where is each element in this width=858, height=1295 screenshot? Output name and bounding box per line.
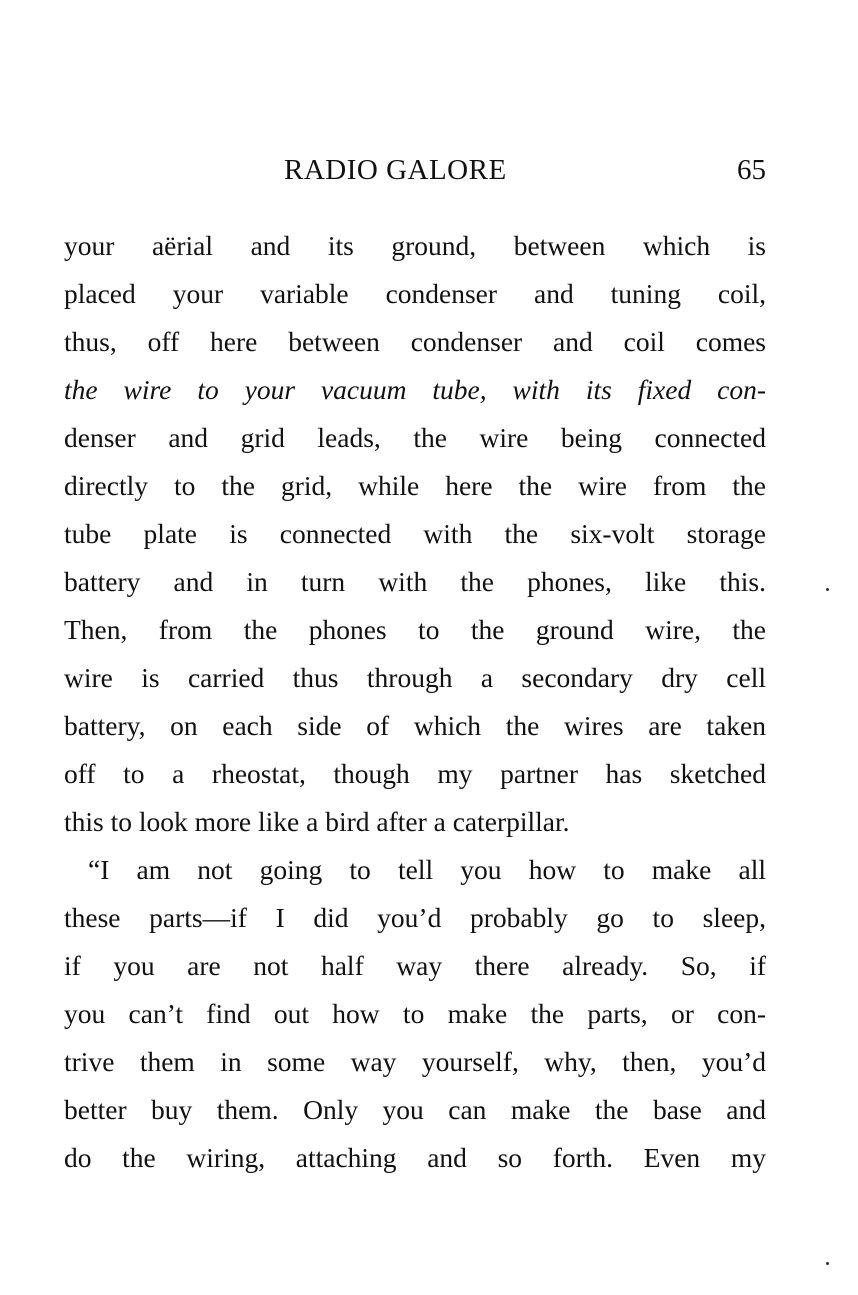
text-line: your aërial and its ground, between which is <box>64 230 766 261</box>
text-line: “I am not going to tell you how to make all <box>88 854 766 885</box>
scan-speck <box>826 1262 829 1265</box>
scan-speck <box>826 588 829 591</box>
text-line: better buy them. Only you can make the base and <box>64 1094 766 1125</box>
text-line: trive them in some way yourself, why, then, you’d <box>64 1046 766 1077</box>
text-line: do the wiring, attaching and so forth. Even my <box>64 1142 766 1173</box>
text-line: placed your variable condenser and tuning coil, <box>64 278 766 309</box>
text-line: off to a rheostat, though my partner has sketched <box>64 758 766 789</box>
text-line: the wire to your vacuum tube, with its fixed con- <box>64 374 766 405</box>
text-line: you can’t find out how to make the parts, or con- <box>64 998 766 1029</box>
text-line: battery and in turn with the phones, like this. <box>64 566 766 597</box>
text-line: Then, from the phones to the ground wire, the <box>64 614 766 645</box>
text-line: tube plate is connected with the six-volt storage <box>64 518 766 549</box>
running-head <box>64 150 766 190</box>
text-line: these parts—if I did you’d probably go to sleep, <box>64 902 766 933</box>
text-line: thus, off here between condenser and coil comes <box>64 326 766 357</box>
book-page <box>64 0 766 1295</box>
text-line: directly to the grid, while here the wire from the <box>64 470 766 501</box>
text-line: wire is carried thus through a secondary dry cell <box>64 662 766 693</box>
text-line: if you are not half way there already. So, if <box>64 950 766 981</box>
text-line: denser and grid leads, the wire being connected <box>64 422 766 453</box>
body-text <box>64 222 766 1182</box>
text-line: this to look more like a bird after a caterpillar. <box>64 806 570 837</box>
page-number: 65 <box>737 154 766 186</box>
running-title: RADIO GALORE <box>284 154 507 186</box>
text-line: battery, on each side of which the wires are taken <box>64 710 766 741</box>
